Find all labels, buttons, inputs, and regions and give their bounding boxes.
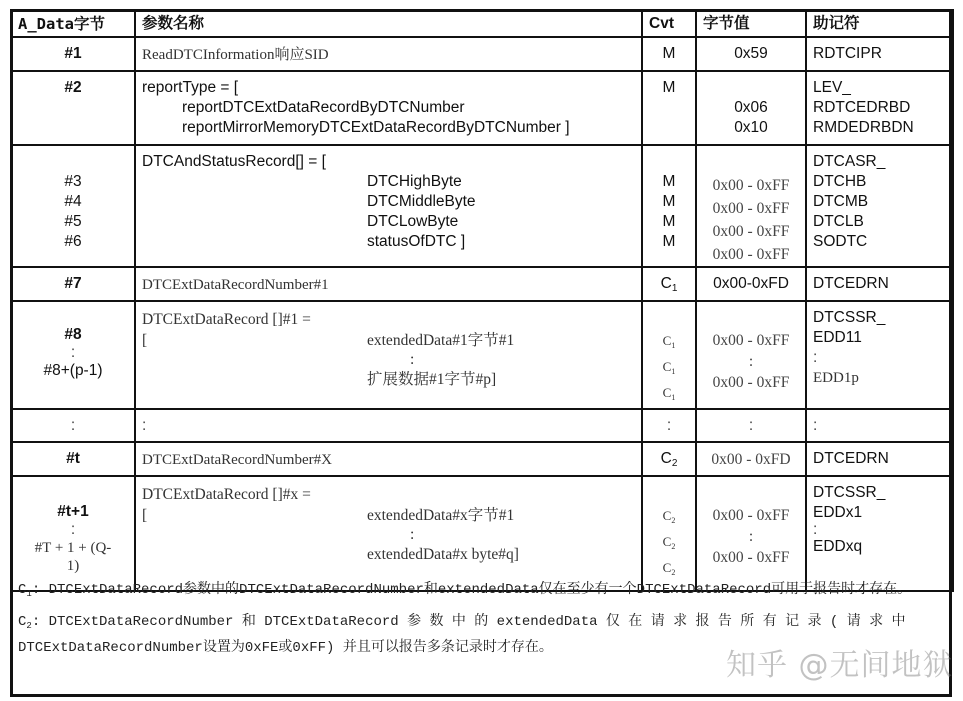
mnemonic-text: EDDxq — [813, 538, 863, 555]
footnote-label: C — [18, 582, 27, 598]
mnemonic-text: RMDEDRBDN — [813, 119, 914, 136]
mnemonic-text: DTCASR_ — [813, 153, 886, 170]
value-text: 0x00-0xFD — [713, 275, 789, 292]
mnemonic-text: EDDx1 — [813, 504, 863, 521]
cvt-text: M — [662, 173, 676, 190]
value-text: 0x00 - 0xFD — [711, 451, 791, 468]
value-text: 0x00 - 0xFF — [712, 332, 790, 349]
mnemonic-text: DTCSSR_ — [813, 484, 886, 501]
param-text: extendedData#x byte#q] — [367, 546, 519, 563]
param-text: : — [142, 417, 147, 434]
mnemonic-text: LEV_ — [813, 79, 851, 96]
mnemonic-text: : — [813, 521, 818, 538]
value-text: : — [748, 353, 754, 370]
param-text: DTCAndStatusRecord[] = [ — [142, 153, 326, 170]
cvt-text: M — [662, 193, 676, 210]
param-text: reportType = [ — [142, 79, 239, 96]
mnemonic-text: EDD1p — [813, 370, 859, 386]
param-text: [ — [142, 507, 148, 524]
value-text: : — [748, 528, 754, 545]
param-text: reportDTCExtDataRecordByDTCNumber — [182, 99, 465, 116]
adata-text: #7 — [64, 275, 82, 292]
value-text: 0x06 — [734, 99, 768, 116]
mnemonic-text: DTCEDRN — [813, 275, 889, 292]
adata-text: #8 — [64, 326, 82, 343]
header-adata: A_Data字节 — [11, 10, 135, 37]
value-text: : — [748, 417, 754, 434]
header-cvt: Cvt — [642, 10, 696, 37]
param-text: DTCLowByte — [367, 213, 459, 230]
mnemonic-text: DTCLB — [813, 213, 864, 230]
cvt-text: : — [666, 417, 672, 434]
mnemonic-text: EDD11 — [813, 329, 862, 346]
mnemonic-text: RDTCEDRBD — [813, 99, 911, 116]
param-text: DTCExtDataRecordNumber#1 — [142, 277, 329, 293]
value-text: 0x00 - 0xFF — [712, 246, 790, 263]
adata-text: #6 — [64, 233, 82, 250]
adata-text: #3 — [64, 173, 82, 190]
param-text: DTCExtDataRecord []#1 = — [142, 311, 311, 328]
cvt-text: M — [662, 79, 676, 96]
cvt-text: M — [662, 233, 676, 250]
adata-text: 1) — [66, 558, 80, 574]
value-text: 0x00 - 0xFF — [712, 177, 790, 194]
mnemonic-text: DTCSSR_ — [813, 309, 886, 326]
param-text: : — [410, 526, 415, 543]
footnote-label: C — [18, 614, 27, 630]
param-text: DTCHighByte — [367, 173, 462, 190]
param-text: reportMirrorMemoryDTCExtDataRecordByDTCNumber ] — [182, 119, 570, 136]
param-text: [ — [142, 332, 148, 349]
param-text: ReadDTCInformation响应SID — [142, 47, 329, 63]
param-text: statusOfDTC ] — [367, 233, 466, 250]
adata-text: #T + 1 + (Q- — [34, 540, 112, 556]
header-value: 字节值 — [696, 10, 806, 37]
adata-text: #1 — [64, 45, 82, 62]
param-text: DTCMiddleByte — [367, 193, 476, 210]
value-text: 0x00 - 0xFF — [712, 200, 790, 217]
param-text: 扩展数据#1字节#p] — [367, 371, 497, 388]
cvt-text: M — [662, 45, 676, 62]
value-text: 0x00 - 0xFF — [712, 549, 790, 566]
value-text: 0x10 — [734, 119, 768, 136]
param-text: DTCExtDataRecord []#x = — [142, 486, 311, 503]
adata-text: #5 — [64, 213, 82, 230]
cvt-text: $C_2$ — [660, 450, 678, 469]
header-mnemonic: 助记符 — [806, 10, 953, 37]
footnote-label-sub: 1 — [26, 589, 32, 599]
mnemonic-text: DTCHB — [813, 173, 867, 190]
mnemonic-text: : — [813, 349, 818, 366]
param-text: : — [410, 351, 415, 368]
footnote-c1 — [18, 579, 944, 605]
value-text: 0x00 - 0xFF — [712, 223, 790, 240]
adata-text: #4 — [64, 193, 82, 210]
mnemonic-text: DTCEDRN — [813, 450, 889, 467]
mnemonic-text: DTCMB — [813, 193, 869, 210]
cvt-text: $C_1$ — [660, 275, 678, 294]
mnemonic-text: : — [813, 417, 818, 434]
footnote-text: : DTCExtDataRecordNumber 和 DTCExtDataRecord 参 数 中 的 extendedData 仅 在 请 求 报 告 所 有 记 录 ( 请 求 中 DTCExtDataRecordNumber设置为0xFE或0xFF) 并且可以报告多条记录时才存在。 — [18, 614, 906, 656]
mnemonic-text: RDTCIPR — [813, 45, 882, 62]
adata-text: #t+1 — [57, 503, 89, 520]
header-param: 参数名称 — [135, 10, 642, 37]
watermark: 知乎 @无间地狱 — [726, 648, 954, 683]
footnote-text: : DTCExtDataRecord参数中的DTCExtDataRecordNumber和extendedData仅在至少有一个DTCExtDataRecord可用于报告时才存在。 — [31, 582, 912, 598]
adata-text: #8+(p-1) — [43, 362, 103, 379]
value-text: 0x00 - 0xFF — [712, 374, 790, 391]
adata-text: #2 — [64, 79, 82, 96]
cvt-text: M — [662, 213, 676, 230]
adata-text: #t — [66, 450, 80, 467]
param-text: extendedData#1字节#1 — [367, 332, 515, 349]
mnemonic-text: SODTC — [813, 233, 868, 250]
cell-cvt: $C_1$ $C_1$ $C_1$ — [642, 301, 696, 409]
value-text: 0x00 - 0xFF — [712, 507, 790, 524]
adata-text: : — [70, 417, 76, 434]
param-text: extendedData#x字节#1 — [367, 507, 515, 524]
adata-text: : — [70, 344, 76, 361]
param-text: DTCExtDataRecordNumber#X — [142, 452, 332, 468]
value-text: 0x59 — [734, 45, 768, 62]
adata-text: : — [70, 521, 76, 538]
footnote-label-sub: 2 — [26, 621, 32, 631]
cell-cvt: $C_2$ $C_2$ $C_2$ — [642, 476, 696, 591]
